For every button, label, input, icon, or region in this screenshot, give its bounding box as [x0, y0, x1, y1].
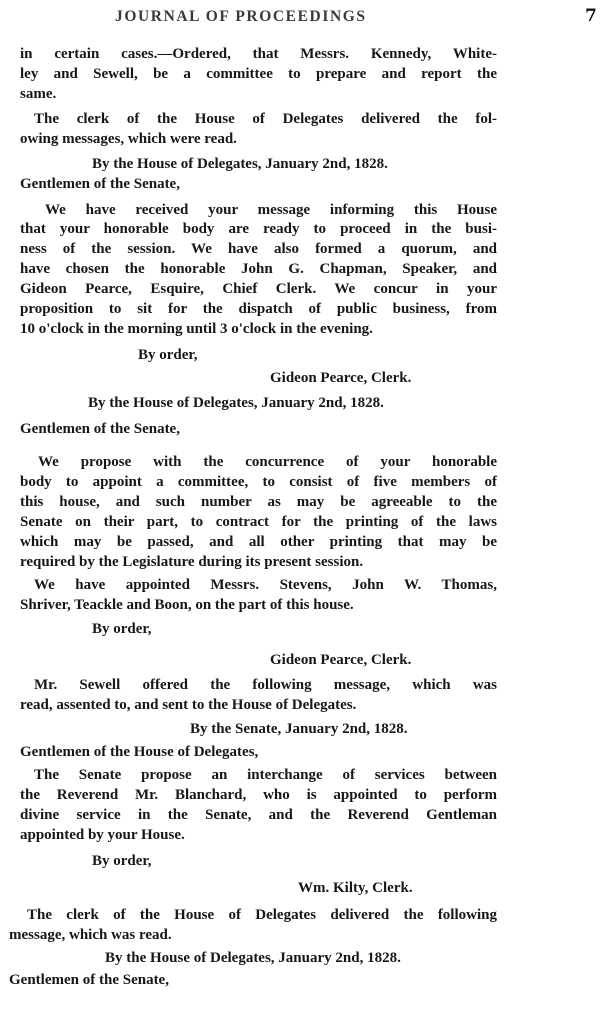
text-line: read, assented to, and sent to the House of Delegates.: [20, 697, 357, 713]
text-line: appointed by your House.: [20, 827, 185, 843]
text-line: ness of the session. We have also formed a quorum, and: [20, 241, 497, 257]
signature: Gideon Pearce, Clerk.: [270, 652, 412, 668]
text-line: We have received your message informing this House: [45, 202, 497, 218]
text-line: We propose with the concurrence of your honorable: [38, 454, 497, 470]
text-line: that your honorable body are ready to proceed in the busi-: [20, 221, 497, 237]
text-line: which may be passed, and all other printing that may be: [20, 534, 497, 550]
salutation: Gentlemen of the Senate,: [20, 176, 180, 192]
date-line: By the House of Delegates, January 2nd, 1828.: [88, 395, 384, 411]
text-line: have chosen the honorable John G. Chapman, Speaker, and: [20, 261, 497, 277]
text-line: We have appointed Messrs. Stevens, John W. Thomas,: [34, 577, 497, 593]
text-line: divine service in the Senate, and the Reverend Gentleman: [20, 807, 497, 823]
date-line: By the Senate, January 2nd, 1828.: [190, 721, 408, 737]
by-order: By order,: [92, 853, 152, 869]
text-line: The Senate propose an interchange of services between: [34, 767, 497, 783]
text-line: message, which was read.: [9, 927, 172, 943]
text-line: this house, and such number as may be agreeable to the: [20, 494, 497, 510]
text-line: Senate on their part, to contract for the printing of the laws: [20, 514, 497, 530]
running-title: JOURNAL OF PROCEEDINGS: [115, 8, 367, 25]
text-line: Shriver, Teackle and Boon, on the part of this house.: [20, 597, 354, 613]
text-line: in certain cases.—Ordered, that Messrs. Kennedy, White-: [20, 46, 497, 62]
by-order: By order,: [92, 621, 152, 637]
date-line: By the House of Delegates, January 2nd, 1828.: [92, 156, 388, 172]
page-number: 7: [585, 6, 597, 26]
text-line: owing messages, which were read.: [20, 131, 237, 147]
text-line: ley and Sewell, be a committee to prepare and report the: [20, 66, 497, 82]
page-header: [0, 6, 600, 28]
signature: Gideon Pearce, Clerk.: [270, 370, 412, 386]
date-line: By the House of Delegates, January 2nd, 1828.: [105, 950, 401, 966]
text-line: required by the Legislature during its present session.: [20, 554, 364, 570]
text-line: Gideon Pearce, Esquire, Chief Clerk. We concur in your: [20, 281, 497, 297]
text-line: body to appoint a committee, to consist of five members of: [20, 474, 497, 490]
text-line: Mr. Sewell offered the following message, which was: [34, 677, 497, 693]
by-order: By order,: [138, 347, 198, 363]
salutation: Gentlemen of the House of Delegates,: [20, 744, 259, 760]
text-line: The clerk of the House of Delegates delivered the following: [27, 907, 497, 923]
text-line: the Reverend Mr. Blanchard, who is appointed to perform: [20, 787, 497, 803]
signature: Wm. Kilty, Clerk.: [298, 880, 413, 896]
text-line: 10 o'clock in the morning until 3 o'clock in the evening.: [20, 321, 373, 337]
text-line: same.: [20, 86, 57, 102]
salutation: Gentlemen of the Senate,: [20, 421, 180, 437]
salutation: Gentlemen of the Senate,: [9, 972, 169, 988]
text-line: The clerk of the House of Delegates delivered the fol-: [34, 111, 497, 127]
text-line: proposition to sit for the dispatch of public business, from: [20, 301, 497, 317]
